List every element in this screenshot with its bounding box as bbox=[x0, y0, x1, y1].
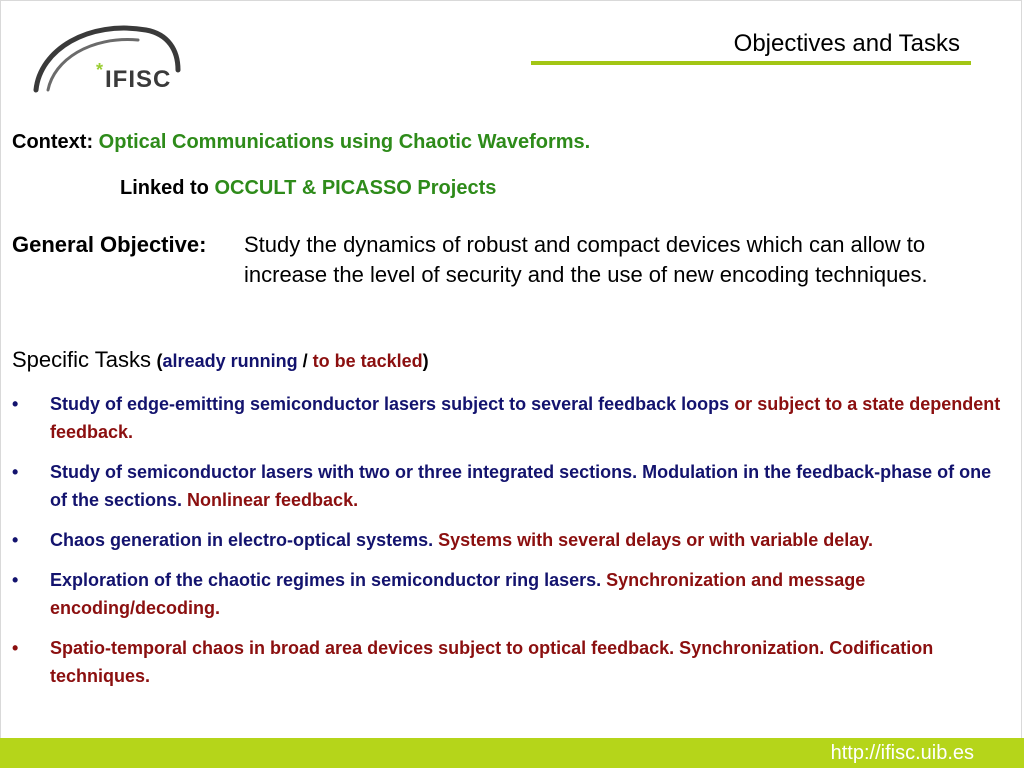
bullet-icon: • bbox=[12, 394, 19, 414]
bullet-icon: • bbox=[12, 638, 19, 658]
list-item bbox=[12, 458, 1002, 514]
title-underline bbox=[531, 61, 971, 65]
logo-star: * bbox=[96, 60, 104, 80]
task-tackled: Spatio-temporal chaos in broad area devices subject to optical feedback. Synchronization. Codification techniques. bbox=[50, 638, 934, 686]
list-item bbox=[12, 526, 1002, 554]
task-running: Chaos generation in electro-optical systems. bbox=[50, 530, 439, 550]
footer-url-link[interactable]: http://ifisc.uib.es bbox=[830, 742, 974, 764]
linked-label: Linked to bbox=[120, 177, 209, 199]
task-running: Study of edge-emitting semiconductor lasers subject to several feedback loops bbox=[50, 394, 735, 414]
task-running: Study of semiconductor lasers with two or three integrated sections. Modulation in the feedback-phase of one of the sections. bbox=[50, 462, 992, 510]
legend-sep: / bbox=[297, 351, 313, 371]
legend-open: ( bbox=[156, 351, 163, 371]
legend-close: ) bbox=[422, 351, 429, 371]
task-tackled: or subject to a state dependent feedback. bbox=[50, 394, 1001, 442]
general-objective-text: Study the dynamics of robust and compact devices which can allow to increase the level of security and the use of new encoding techniques. bbox=[244, 232, 928, 287]
context-line bbox=[12, 128, 590, 156]
legend-tackled: to be tackled bbox=[312, 351, 423, 371]
list-item bbox=[12, 634, 1002, 690]
context-value: Optical Communications using Chaotic Waveforms. bbox=[98, 131, 591, 153]
bullet-icon: • bbox=[12, 570, 19, 590]
logo-text: IFISC bbox=[105, 66, 172, 93]
bullet-icon: • bbox=[12, 530, 19, 550]
task-tackled: Nonlinear feedback. bbox=[187, 490, 359, 510]
task-tackled: Systems with several delays or with variable delay. bbox=[438, 530, 873, 550]
context-label: Context: bbox=[12, 131, 94, 153]
linked-value: OCCULT & PICASSO Projects bbox=[214, 177, 497, 199]
linked-line bbox=[120, 174, 496, 202]
page-title: Objectives and Tasks bbox=[733, 30, 960, 57]
general-objective-label: General Objective: bbox=[12, 232, 207, 257]
legend-running: already running bbox=[162, 351, 298, 371]
list-item bbox=[12, 566, 1002, 622]
tasks-heading-text: Specific Tasks bbox=[12, 347, 151, 372]
specific-tasks-heading bbox=[12, 346, 429, 375]
list-item bbox=[12, 390, 1002, 446]
tasks-list bbox=[12, 390, 1002, 702]
ifisc-logo bbox=[28, 20, 188, 100]
bullet-icon: • bbox=[12, 462, 19, 482]
task-tackled: Synchronization and message encoding/decoding. bbox=[50, 570, 866, 618]
footer-bar bbox=[0, 738, 1024, 768]
task-running: Exploration of the chaotic regimes in semiconductor ring lasers. bbox=[50, 570, 607, 590]
